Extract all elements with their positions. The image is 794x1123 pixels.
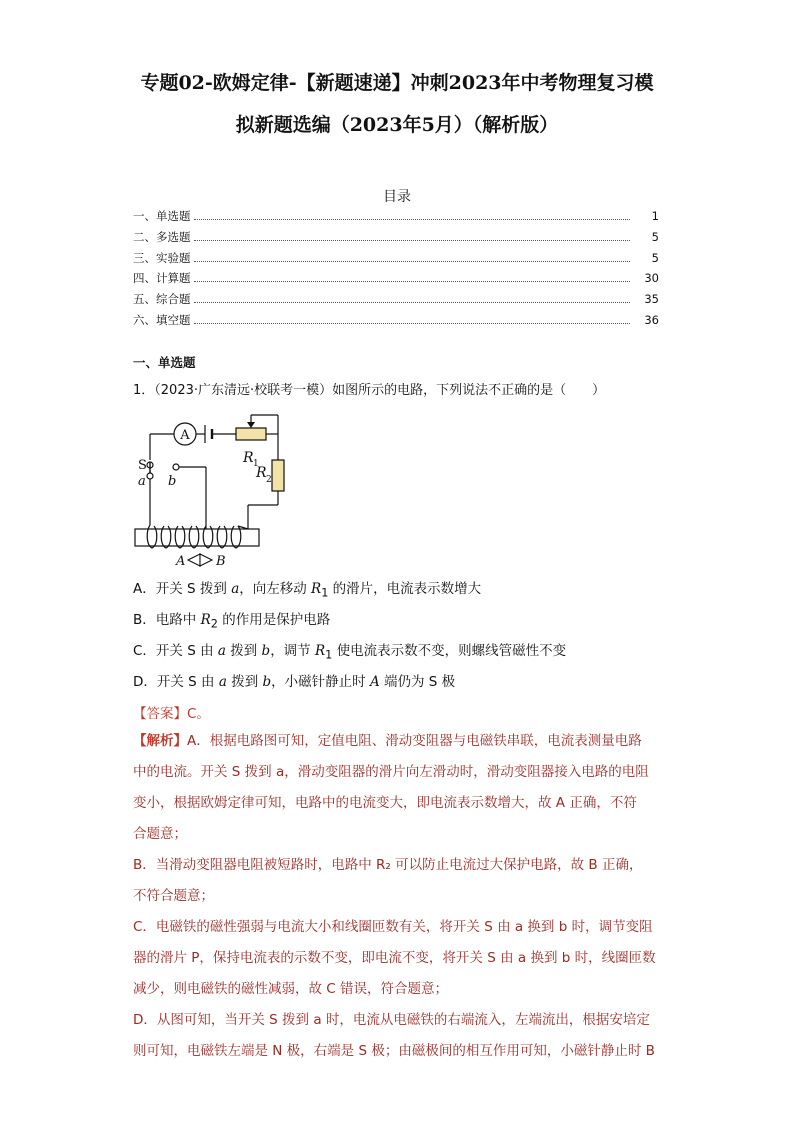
svg-text:B: B <box>216 554 226 569</box>
explanation-line: C．电磁铁的磁性强弱与电流大小和线圈匝数有关，将开关 S 由 a 换到 b 时，调节变阻 <box>133 919 653 935</box>
option-d[interactable]: D．开关 S 由 a 拨到 b，小磁针静止时 A 端仍为 S 极 <box>133 674 456 690</box>
svg-text:S: S <box>138 458 147 473</box>
document-title-line-1: 专题02-欧姆定律-【新题速递】冲刺2023年中考物理复习模 <box>140 72 654 94</box>
explanation-line: 则可知，电磁铁左端是 N 极，右端是 S 极；由磁极间的相互作用可知，小磁针静止时 B <box>133 1043 655 1059</box>
svg-text:A: A <box>176 554 186 569</box>
toc-item[interactable]: 三、实验题 5 <box>133 250 659 265</box>
svg-text:a: a <box>138 474 146 489</box>
option-c[interactable]: C．开关 S 由 a 拨到 b，调节 $R_1$ 使电流表示数不变，则螺线管磁性不变 <box>133 643 567 662</box>
toc-item[interactable]: 四、计算题 30 <box>133 271 659 286</box>
option-b[interactable]: B．电路中 $R_2$ 的作用是保护电路 <box>133 612 331 631</box>
svg-text:2: 2 <box>266 475 272 485</box>
svg-text:1: 1 <box>253 459 259 469</box>
circuit-diagram <box>130 405 300 570</box>
toc-item[interactable]: 五、综合题 35 <box>133 292 659 307</box>
resistor-r2 <box>272 460 284 491</box>
explanation-line: 中的电流。开关 S 拨到 a，滑动变阻器的滑片向左滑动时，滑动变阻器接入电路的电阻 <box>133 764 649 780</box>
document-title-line-2: 拟新题选编（2023年5月）（解析版） <box>235 114 559 136</box>
option-a[interactable]: A．开关 S 拨到 a，向左移动 $R_1$ 的滑片，电流表示数增大 <box>133 581 482 600</box>
explanation-line: 不符合题意； <box>133 888 214 904</box>
svg-text:R: R <box>256 465 267 481</box>
slider-arrow-icon <box>247 422 255 428</box>
explanation-line: 减少，则电磁铁的磁性减弱，故 C 错误，符合题意； <box>133 981 449 997</box>
svg-text:R: R <box>243 450 254 466</box>
table-of-contents <box>133 208 659 333</box>
section-heading: 一、单选题 <box>133 355 196 370</box>
toc-item[interactable]: 一、单选题 1 <box>133 209 659 223</box>
battery-symbol <box>205 425 212 443</box>
explanation-line: 合题意； <box>133 826 187 842</box>
svg-text:A: A <box>180 428 190 443</box>
explanation-line: 【解析】A．根据电路图可知，定值电阻、滑动变阻器与电磁铁串联，电流表测量电路 <box>133 733 642 749</box>
question-stem: 1．（2023·广东清远·校联考一模）如图所示的电路，下列说法不正确的是（ ） <box>133 383 606 398</box>
explanation-line: 器的滑片 P，保持电流表的示数不变，即电流不变，将开关 S 由 a 换到 b 时，线圈匝数 <box>133 950 656 966</box>
answer-line: 【答案】C。 <box>133 706 210 722</box>
svg-text:b: b <box>168 474 177 489</box>
rheostat-r1 <box>236 428 266 440</box>
compass-needle-icon <box>175 554 226 569</box>
toc-item[interactable]: 六、填空题 36 <box>133 312 659 327</box>
explanation-line: B．当滑动变阻器电阻被短路时，电路中 R₂ 可以防止电流过大保护电路，故 B 正确， <box>133 857 643 873</box>
toc-item[interactable]: 二、多选题 5 <box>133 229 659 244</box>
ammeter-symbol <box>174 423 196 445</box>
explanation-line: 变小，根据欧姆定律可知，电路中的电流变大，即电流表示数增大，故 A 正确，不符 <box>133 795 637 811</box>
explanation <box>133 726 663 1067</box>
explanation-line: D．从图可知，当开关 S 拨到 a 时，电流从电磁铁的右端流入，左端流出，根据安培定 <box>133 1012 650 1028</box>
toc-heading: 目录 <box>383 189 411 205</box>
